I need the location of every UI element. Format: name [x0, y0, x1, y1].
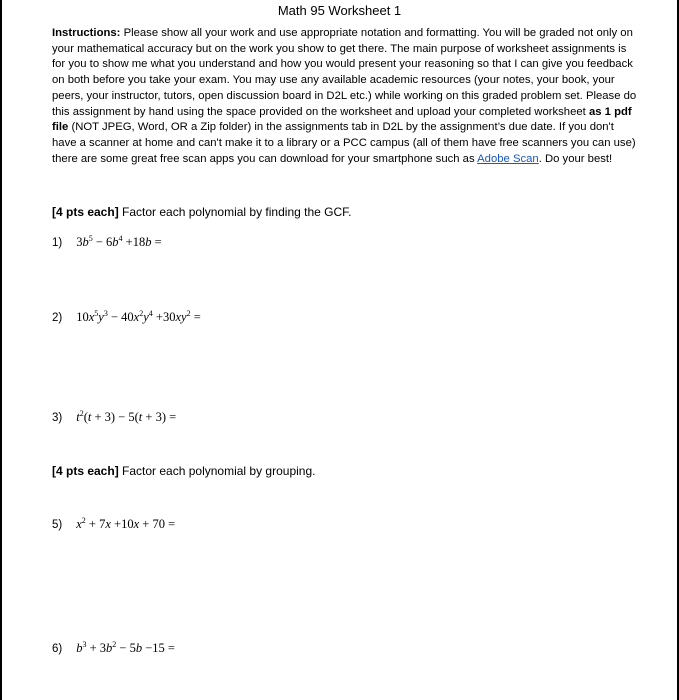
problem-2-expression: $10x^5y^3 - 40x^2y^4 +30xy^2$ = [76, 309, 201, 324]
section-points: [4 pts each] [52, 205, 119, 219]
section-text: Factor each polynomial by grouping. [118, 464, 316, 478]
problem-6 [52, 640, 175, 656]
instructions-text-2: (NOT JPEG, Word, OR a Zip folder) in the assignments tab in D2L by the assignment’s due date. If you don't have a scanner at home and can't make it to a library or a PCC campus (all of them have free scanners you can use) there are some great free scan apps you can download for your smartphone such as [52, 121, 636, 165]
problem-5 [52, 516, 175, 532]
problem-6-expression: $b^3 + 3b^2 - 5b -15$ = [76, 640, 175, 655]
instructions-paragraph [52, 26, 637, 167]
problem-number: 6) [52, 643, 63, 655]
problem-number: 3) [52, 412, 63, 424]
problem-2 [52, 309, 201, 325]
instructions-text-1: Please show all your work and use appropriate notation and formatting. You will be graded not only on your mathematical accuracy but on the work you show to get there. The main purpose of worksheet assignments is for you to show me what you understand and how you would present your reasoning so that I can give you feedback on both before you take your exam. You may use any available academic resources (your notes, your book, your peers, your instructor, tutors, open discussion board in D2L etc.) while working on this graded problem set. Please do this assignment by hand using the space provided on the worksheet and upload your completed worksheet [52, 27, 637, 118]
problem-1 [52, 234, 162, 250]
section-gcf-heading [52, 205, 351, 219]
instructions-text-3: . Do your best! [538, 152, 613, 165]
problem-3-expression: $t^2(t + 3) - 5(t + 3)$ = [76, 409, 177, 424]
problem-5-expression: $x^2 + 7x +10x + 70$ = [76, 516, 176, 531]
problem-number: 2) [52, 312, 63, 324]
problem-3 [52, 409, 176, 425]
instructions-bold-format: as 1 pdf file [52, 105, 632, 134]
problem-number: 5) [52, 519, 63, 531]
problem-1-expression: $3b^5 - 6b^4 +18b$ = [76, 234, 162, 249]
page-title: Math 95 Worksheet 1 [277, 3, 402, 18]
section-grouping-heading [52, 464, 315, 478]
section-points: [4 pts each] [52, 464, 119, 478]
problem-number: 1) [52, 237, 63, 249]
adobe-scan-link[interactable]: Adobe Scan [477, 152, 539, 165]
section-text: Factor each polynomial by finding the GCF. [118, 205, 352, 219]
instructions-label: Instructions: [52, 27, 121, 39]
